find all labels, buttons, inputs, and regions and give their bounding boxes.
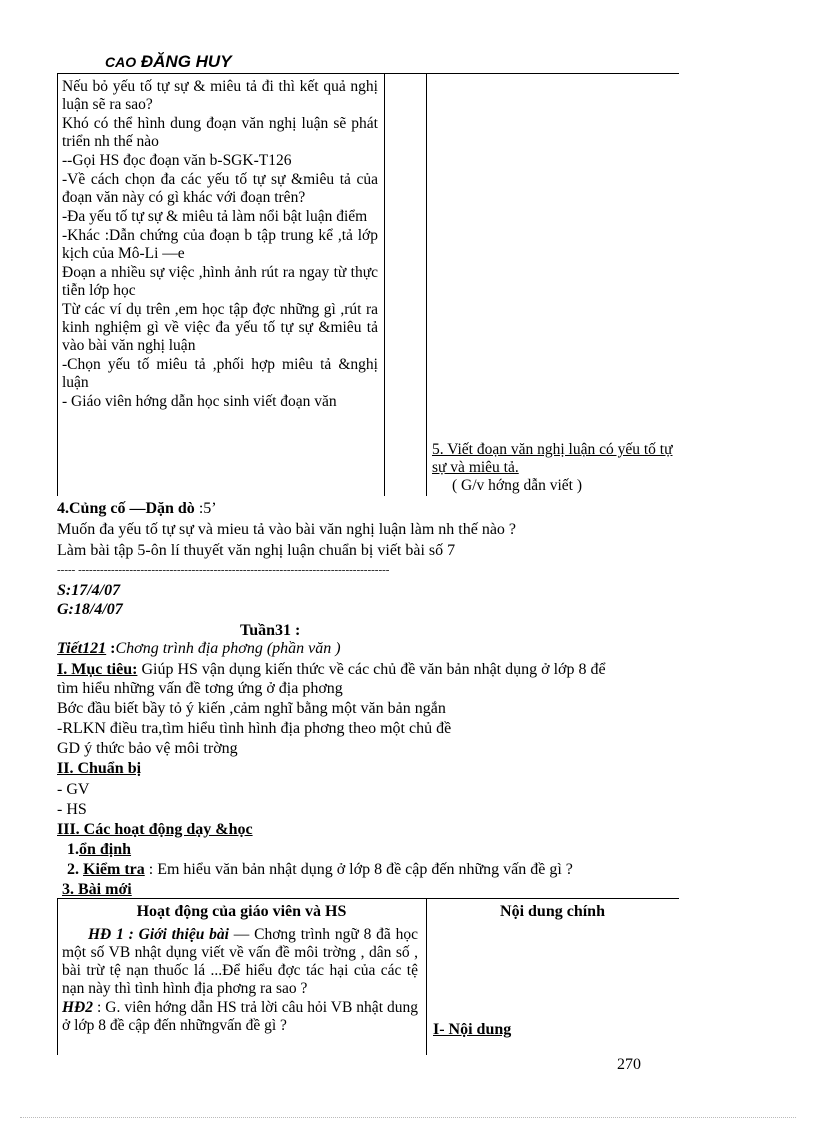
table1-paragraph: - Giáo viên hớng dẫn học sinh viết đoạn văn — [62, 393, 337, 410]
table1-paragraph: -Đa yếu tố tự sự & miêu tả làm nổi bật luận điểm — [62, 208, 368, 225]
kiem-tra-label: Kiểm tra — [83, 861, 145, 878]
hd1-label: HĐ 1 : Giới thiệu bài — [88, 926, 229, 943]
table2-col2-header: Nội dung chính — [500, 903, 605, 920]
header-prefix: CAO — [105, 54, 137, 70]
hd1-text: — Chơng trình ngữ 8 đã học một số VB nhật dụng viết về vấn đề môi trờng , dân số , bài trừ tệ nạn thuốc lá ...Để hiểu đợc tác hại của các tệ nạn này thì tình hình địa phơng ra sao ? — [62, 926, 418, 997]
table1-paragraph: --Gọi HS đọc đoạn văn b-SGK-T126 — [62, 152, 292, 169]
lesson-title: Chơng trình địa phơng (phần văn ) — [115, 640, 341, 657]
hoat-dong-heading: III. Các hoạt động dạy &học — [57, 821, 253, 838]
table1-paragraph: -Về cách chọn đa các yếu tố tự sự &miêu tả của đoạn văn này có gì khác với đoạn trên? — [62, 171, 378, 206]
page-bottom-rule — [20, 1117, 796, 1118]
section-5-heading: 5. Viết đoạn văn nghị luận có yếu tố tự sự và miêu tả. — [432, 441, 673, 476]
author-header — [105, 52, 232, 72]
lesson-label: Tiết121 — [57, 640, 107, 657]
table1-paragraph: Đoạn a nhiều sự việc ,hình ảnh rút ra ngay từ thực tiễn lớp học — [62, 264, 378, 299]
hd2-label: HĐ2 — [62, 999, 93, 1016]
table1-left-cell — [62, 78, 378, 412]
top-rule — [57, 73, 679, 74]
cung-co-line1: Muốn đa yếu tố tự sự và mieu tả vào bài văn nghị luận làm nh thế nào ? — [57, 521, 517, 538]
hd2-text: : G. viên hớng dẫn HS trả lời câu hỏi VB nhật dung ở lớp 8 đề cập đến nhữngvấn đề gì ? — [62, 999, 418, 1034]
section-5-note: ( G/v hớng dẫn viết ) — [452, 477, 583, 494]
table1-paragraph: Khó có thể hình dung đoạn văn nghị luận sẽ phát triển nh thế nào — [62, 115, 378, 150]
table2-left-cell — [62, 926, 418, 1036]
table2-left-border — [57, 898, 58, 1055]
table1-paragraph: -Khác :Dẫn chứng của đoạn b tập trung kể ,tả lớp kịch của Mô-Li —e — [62, 227, 378, 262]
muc-tieu-line4: -RLKN điều tra,tìm hiểu tình hình địa phơng theo một chủ đề — [57, 720, 452, 737]
week-title: Tuần31 : — [240, 622, 301, 639]
kiem-tra-line — [67, 860, 573, 880]
date-g: G:18/4/07 — [57, 601, 123, 618]
table1-paragraph: Từ các ví dụ trên ,em học tập đợc những gì ,rút ra kinh nghiệm gì về việc đa yếu tố tự sự &miêu tả vào bài văn nghị luận — [62, 301, 378, 354]
table1-paragraph: Nếu bỏ yếu tố tự sự & miêu tả đi thì kết quả nghị luận sẽ ra sao? — [62, 78, 378, 113]
muc-tieu-line2: tìm hiểu những vấn đề tơng ứng ở địa phơng — [57, 680, 343, 697]
hd1-paragraph — [62, 926, 418, 998]
table1-divider-border — [426, 73, 427, 496]
bai-moi-heading: 3. Bài mới — [62, 881, 132, 898]
muc-tieu-text: Giúp HS vận dụng kiến thức về các chủ đề văn bản nhật dụng ở lớp 8 để — [137, 661, 606, 678]
table1-right-cell — [432, 441, 682, 495]
kiem-tra-text: : Em hiểu văn bản nhật dụng ở lớp 8 đề cập đến những vấn đề gì ? — [144, 861, 573, 878]
separator-line: ----- ------------------------------------------------------------------------------------- — [57, 564, 390, 576]
chuan-bi-heading: II. Chuẩn bị — [57, 760, 142, 777]
noi-dung-heading: I- Nội dung — [433, 1021, 512, 1038]
muc-tieu-line3: Bớc đầu biết bầy tỏ ý kiến ,cảm nghĩ bằng một văn bản ngắn — [57, 700, 446, 717]
table2-middle-border — [426, 898, 427, 1055]
cung-co-heading — [57, 499, 217, 519]
chuan-bi-hs: - HS — [57, 801, 87, 818]
cung-co-line2: Làm bài tập 5-ôn lí thuyết văn nghị luận chuẩn bị viết bài số 7 — [57, 542, 456, 559]
page-number: 270 — [617, 1056, 641, 1073]
chuan-bi-gv: - GV — [57, 781, 90, 798]
on-dinh-text: ổn định — [79, 841, 132, 858]
date-s: S:17/4/07 — [57, 582, 121, 599]
hd2-paragraph — [62, 999, 418, 1035]
lesson-colon: : — [106, 640, 116, 657]
on-dinh-num: 1. — [67, 841, 79, 858]
table2-top-rule — [57, 898, 679, 899]
on-dinh-line — [67, 840, 131, 860]
cung-co-label: 4.Củng cố —Dặn dò — [57, 500, 195, 517]
muc-tieu-line1 — [57, 660, 606, 680]
table2-col1-header: Hoạt động của giáo viên và HS — [136, 903, 347, 920]
muc-tieu-label: I. Mục tiêu: — [57, 661, 138, 678]
cung-co-time: :5’ — [198, 500, 217, 517]
kiem-tra-num: 2. — [67, 861, 79, 878]
lesson-line — [57, 639, 341, 659]
table1-middle-border — [384, 73, 385, 496]
muc-tieu-line5: GD ý thức bảo vệ môi trờng — [57, 740, 238, 757]
table1-left-border — [57, 73, 58, 496]
table1-paragraph: -Chọn yếu tố miêu tả ,phối hợp miêu tả &nghị luận — [62, 356, 378, 391]
header-name: ĐĂNG HUY — [140, 52, 232, 71]
